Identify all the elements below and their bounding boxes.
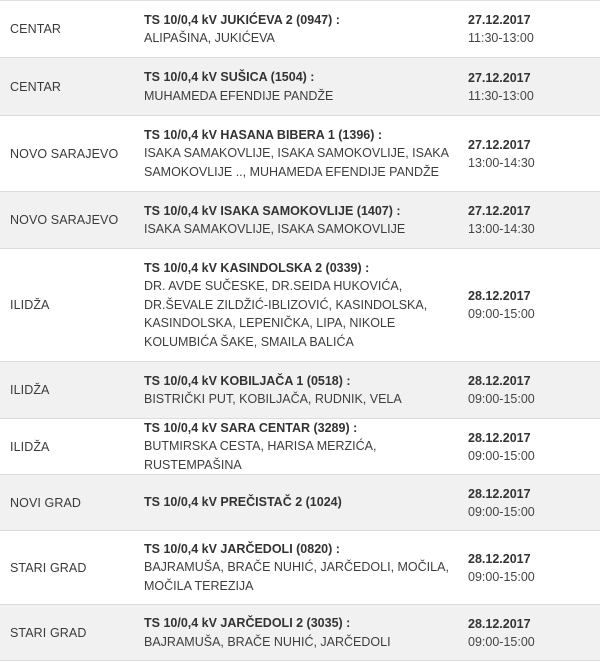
time-cell: [462, 485, 600, 521]
table-row: [0, 419, 600, 475]
substation-name: TS 10/0,4 kV SUŠICA (1504) :: [144, 70, 315, 84]
substation-cell: [136, 259, 462, 352]
street-list: BAJRAMUŠA, BRAČE NUHIĆ, JARČEDOLI: [144, 634, 391, 649]
substation-name: TS 10/0,4 kV JARČEDOLI (0820) :: [144, 541, 340, 556]
outage-hours: 09:00-15:00: [468, 307, 535, 321]
substation-cell: [136, 614, 462, 651]
substation-cell: [136, 493, 462, 512]
table-row: [0, 192, 600, 249]
outage-date: 28.12.2017: [468, 616, 531, 631]
outage-hours: 11:30-13:00: [468, 88, 534, 103]
outage-hours: 09:00-15:00: [468, 392, 535, 406]
area-cell: STARI GRAD: [10, 560, 87, 575]
area-cell: ILIDŽA: [10, 298, 50, 312]
outage-date: 28.12.2017: [468, 486, 531, 501]
table-row: [0, 475, 600, 531]
table-row: [0, 1, 600, 58]
area-cell: NOVO SARAJEVO: [10, 146, 119, 161]
substation-name: TS 10/0,4 kV KASINDOLSKA 2 (0339) :: [144, 260, 370, 275]
table-row: [0, 116, 600, 192]
substation-name: TS 10/0,4 kV PREČISTAČ 2 (1024): [144, 495, 342, 510]
outage-hours: 11:30-13:00: [468, 31, 534, 45]
outage-hours: 13:00-14:30: [468, 222, 535, 236]
substation-name: TS 10/0,4 kV JUKIĆEVA 2 (0947) :: [144, 12, 340, 27]
substation-cell: [136, 68, 462, 105]
table-row: [0, 531, 600, 605]
substation-cell: [136, 372, 462, 409]
area-cell: NOVO SARAJEVO: [10, 213, 119, 227]
table-row: [0, 605, 600, 661]
street-list: ISAKA SAMAKOVLIJE, ISAKA SAMOKOVLIJE, ISAKA SAMOKOVLIJE .., MUHAMEDA EFENDIJE PANDŽE: [144, 146, 449, 179]
outage-date: 28.12.2017: [468, 551, 531, 566]
area-cell: ILIDŽA: [10, 383, 50, 397]
time-cell: [462, 550, 600, 586]
time-cell: [462, 429, 600, 465]
street-list: DR. AVDE SUČESKE, DR.SEIDA HUKOVIĆA, DR.ŠEVALE ZILDŽIĆ-IBLIZOVIĆ, KASINDOLSKA, KASINDOLSKA, LEPENIČKA, LIPA, NIKOLE KOLUMBIĆA ŠAKE, SMAILA BALIĆA: [144, 279, 428, 349]
street-list: BAJRAMUŠA, BRAČE NUHIĆ, JARČEDOLI, MOČILA, MOČILA TEREZIJA: [144, 560, 449, 593]
outage-date: 28.12.2017: [468, 374, 531, 388]
street-list: MUHAMEDA EFENDIJE PANDŽE: [144, 88, 334, 103]
table-row: [0, 249, 600, 362]
street-list: ALIPAŠINA, JUKIĆEVA: [144, 31, 275, 45]
area-cell: ILIDŽA: [10, 439, 50, 454]
time-cell: [462, 202, 600, 238]
substation-name: TS 10/0,4 kV KOBILJAČA 1 (0518) :: [144, 373, 351, 388]
time-cell: [462, 615, 600, 651]
table-row: [0, 362, 600, 419]
time-cell: [462, 11, 600, 47]
table-row: [0, 58, 600, 116]
area-cell: CENTAR: [10, 22, 62, 36]
outage-hours: 09:00-15:00: [468, 504, 535, 519]
outage-hours: 09:00-15:00: [468, 569, 535, 584]
outage-date: 28.12.2017: [468, 289, 531, 303]
time-cell: [462, 287, 600, 323]
outage-hours: 09:00-15:00: [468, 448, 535, 463]
street-list: BUTMIRSKA CESTA, HARISA MERZIĆA, RUSTEMPAŠINA: [144, 439, 377, 472]
outage-date: 28.12.2017: [468, 430, 531, 445]
substation-cell: [136, 11, 462, 48]
substation-cell: [136, 126, 462, 182]
substation-cell: [136, 540, 462, 596]
substation-name: TS 10/0,4 kV ISAKA SAMOKOVLIJE (1407) :: [144, 203, 401, 218]
area-cell: CENTAR: [10, 79, 62, 94]
substation-name: TS 10/0,4 kV SARA CENTAR (3289) :: [144, 420, 358, 435]
outage-date: 27.12.2017: [468, 70, 531, 85]
outage-date: 27.12.2017: [468, 204, 531, 218]
substation-cell: [136, 202, 462, 239]
time-cell: [462, 372, 600, 408]
street-list: ISAKA SAMAKOVLIJE, ISAKA SAMOKOVLIJE: [144, 222, 406, 236]
substation-cell: [136, 419, 462, 475]
substation-name: TS 10/0,4 kV HASANA BIBERA 1 (1396) :: [144, 127, 383, 142]
outage-hours: 13:00-14:30: [468, 155, 535, 170]
time-cell: [462, 69, 600, 105]
street-list: BISTRIČKI PUT, KOBILJAČA, RUDNIK, VELA: [144, 392, 402, 406]
outage-hours: 09:00-15:00: [468, 634, 535, 649]
time-cell: [462, 136, 600, 172]
area-cell: NOVI GRAD: [10, 495, 82, 510]
outage-date: 27.12.2017: [468, 13, 531, 27]
outage-date: 27.12.2017: [468, 137, 531, 152]
area-cell: STARI GRAD: [10, 625, 87, 640]
substation-name: TS 10/0,4 kV JARČEDOLI 2 (3035) :: [144, 616, 351, 630]
